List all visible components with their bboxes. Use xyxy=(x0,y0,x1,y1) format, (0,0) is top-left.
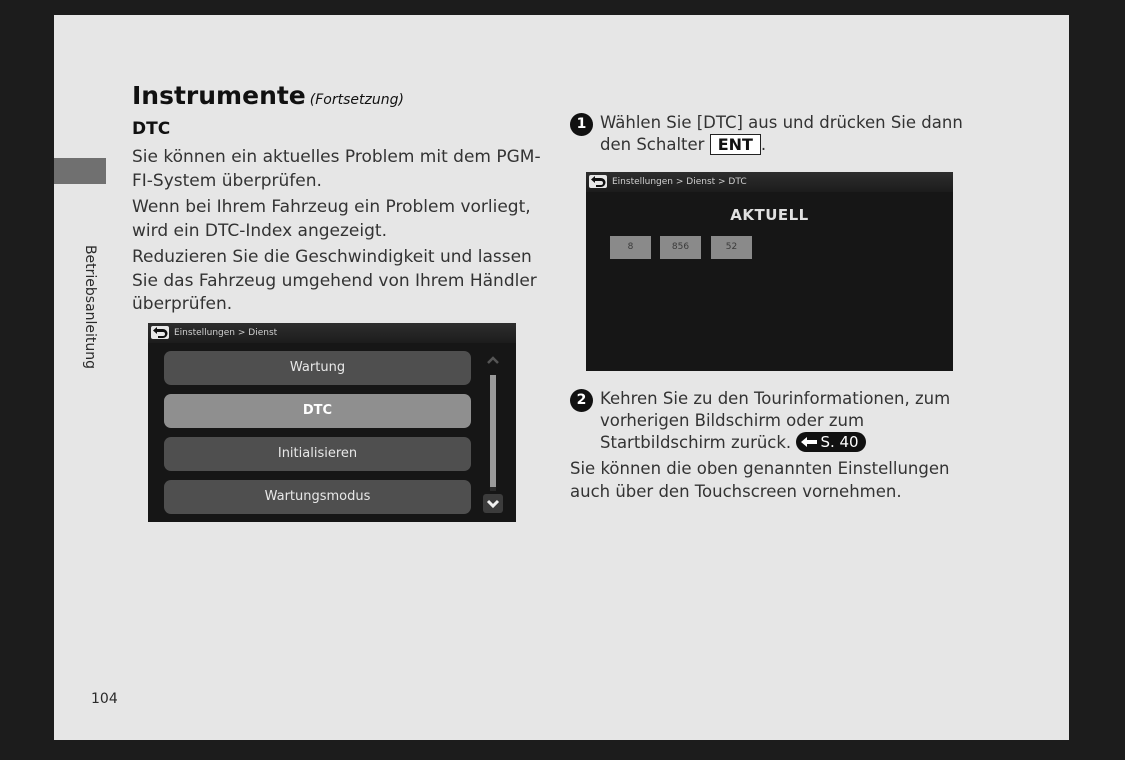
menu-item-wartungsmodus[interactable]: Wartungsmodus xyxy=(164,480,471,514)
title-text: Instrumente xyxy=(132,81,306,110)
title-subtitle: (Fortsetzung) xyxy=(309,92,404,108)
breadcrumb: Einstellungen > Dienst xyxy=(174,328,278,338)
menu-item-wartung[interactable]: Wartung xyxy=(164,351,471,385)
step-1-instruction: Wählen Sie [DTC] aus und drücken Sie dann den Schalter xyxy=(600,113,963,154)
page-reference-link[interactable] xyxy=(796,432,865,452)
scroll-up-icon[interactable] xyxy=(484,353,502,367)
side-label: Betriebsanleitung xyxy=(82,244,98,370)
paragraph-1: Sie können ein aktuelles Problem mit dem PGM-FI-System überprüfen. xyxy=(132,147,541,191)
menu-item-initialisieren[interactable]: Initialisieren xyxy=(164,437,471,471)
step-2-text xyxy=(600,388,965,454)
section-heading: DTC xyxy=(132,119,171,139)
manual-page xyxy=(54,15,1069,740)
dtc-code: 52 xyxy=(711,236,752,259)
scrollbar-thumb[interactable] xyxy=(490,375,496,487)
paragraph-2: Wenn bei Ihrem Fahrzeug ein Problem vorliegt, wird ein DTC-Index angezeigt. xyxy=(132,197,531,241)
step-1-text xyxy=(600,112,990,156)
scroll-down-icon[interactable] xyxy=(483,494,503,513)
page-number: 104 xyxy=(91,691,118,707)
service-menu-screenshot xyxy=(148,323,516,522)
menu-item-dtc[interactable]: DTC xyxy=(164,394,471,428)
back-arrow-icon[interactable] xyxy=(151,326,169,339)
dtc-code: 856 xyxy=(660,236,701,259)
step-number-2: 2 xyxy=(570,389,593,412)
paragraph-3: Reduzieren Sie die Geschwindigkeit und lassen Sie das Fahrzeug umgehend von Ihrem Händler überprüfen. xyxy=(132,247,537,314)
breadcrumb: Einstellungen > Dienst > DTC xyxy=(612,177,747,187)
dtc-screenshot xyxy=(586,172,953,371)
page-reference-text: S. 40 xyxy=(820,433,859,451)
ent-key-label: ENT xyxy=(710,134,761,155)
back-arrow-icon[interactable] xyxy=(589,175,607,188)
screen-title-bar xyxy=(148,323,516,343)
arrow-right-icon xyxy=(800,436,818,448)
step-1-period: . xyxy=(760,135,767,154)
scrollbar[interactable] xyxy=(490,375,496,491)
screen-title-bar xyxy=(586,172,953,192)
dtc-code: 8 xyxy=(610,236,651,259)
side-tab-marker xyxy=(54,158,106,184)
step-number-1: 1 xyxy=(570,113,593,136)
touchscreen-note: Sie können die oben genannten Einstellungen auch über den Touchscreen vornehmen. xyxy=(570,459,950,501)
page-title xyxy=(132,81,404,110)
step-2-instruction: Kehren Sie zu den Tourinformationen, zum vorherigen Bildschirm oder zum Startbildschirm zurück. xyxy=(600,389,951,452)
aktuell-heading: AKTUELL xyxy=(730,206,809,224)
